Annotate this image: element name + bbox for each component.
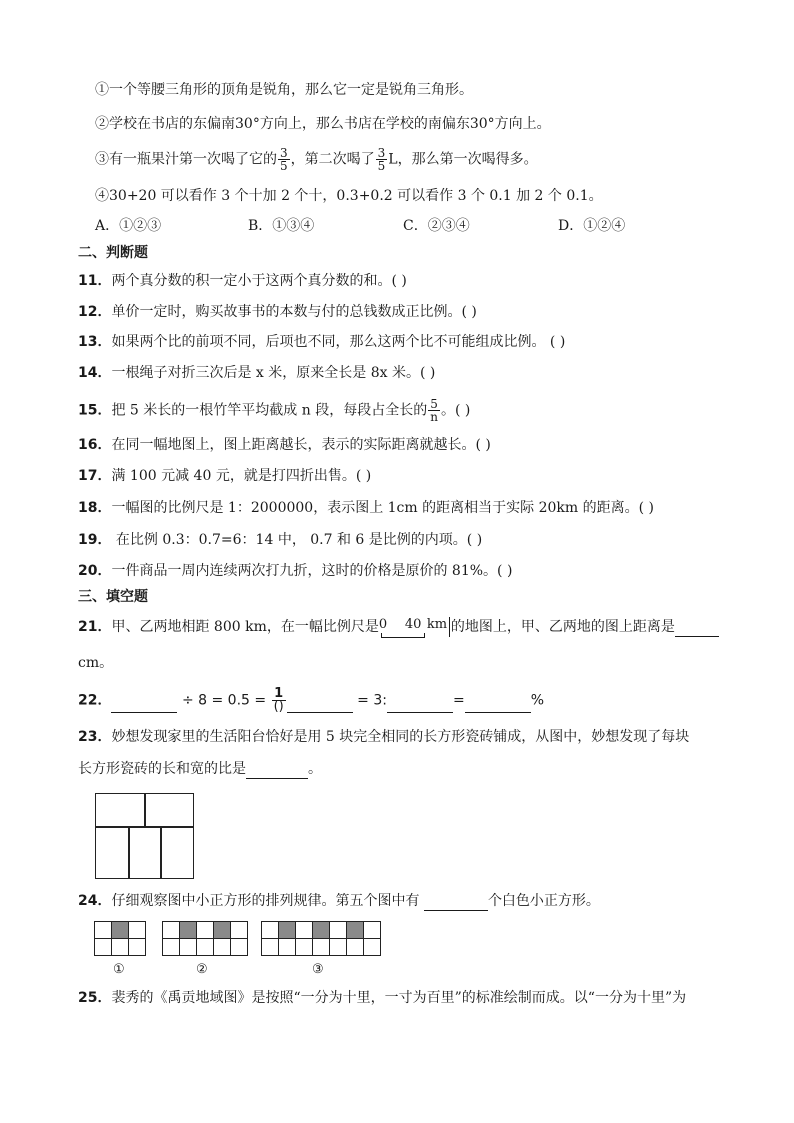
statement-1: ①一个等腰三角形的顶角是锐角，那么它一定是锐角三角形。	[95, 82, 473, 98]
question-18: 18．一幅图的比例尺是 1：2000000，表示图上 1cm 的距离相当于实际 20km 的距离。( )	[78, 500, 654, 516]
white-square	[278, 938, 296, 956]
statement-3-text-a: ③有一瓶果汁第一次喝了它的	[95, 151, 277, 168]
white-square	[230, 938, 248, 956]
scale-end-tick	[449, 617, 450, 637]
white-square	[312, 938, 330, 956]
gray-square	[278, 921, 296, 939]
question-12: 12．单价一定时，购买故事书的本数与付的总钱数成正比例。( )	[78, 304, 477, 320]
gray-square	[111, 921, 129, 939]
statement-2: ②学校在书店的东偏南30°方向上，那么书店在学校的南偏东30°方向上。	[95, 116, 551, 132]
answer-blank-22c[interactable]	[387, 698, 453, 713]
question-20: 20．一件商品一周内连续两次打九折，这时的价格是原价的 81%。( )	[78, 563, 513, 579]
fraction-3-5-a: $\frac{3}{5}$	[280, 146, 288, 173]
gray-square	[213, 921, 231, 939]
white-square	[363, 921, 381, 939]
white-square	[128, 938, 146, 956]
question-14: 14．一根绳子对折三次后是 x 米，原来全长是 8x 米。( )	[78, 365, 436, 381]
white-square	[261, 938, 279, 956]
white-square	[346, 938, 364, 956]
white-square	[128, 921, 146, 939]
question-23-line2: 长方形瓷砖的长和宽的比是 。	[78, 761, 322, 777]
white-square	[213, 938, 231, 956]
white-square	[196, 938, 214, 956]
question-17: 17．满 100 元减 40 元，就是打四折出售。( )	[78, 468, 372, 484]
question-25: 25．裴秀的《禹贡地域图》是按照“一分为十里，一寸为百里”的标准绘制而成。以“一分为十里”为	[78, 990, 687, 1006]
statement-3-text-b: ，第二次喝了	[290, 151, 375, 168]
question-22: 22． ÷ 8 = 0.5 = $\frac{1}{()}$ = 3: = %	[78, 686, 545, 714]
white-square	[230, 921, 248, 939]
answer-blank-24[interactable]	[424, 896, 488, 911]
question-16: 16．在同一幅地图上，图上距离越长，表示的实际距离就越长。( )	[78, 437, 491, 453]
tile-horizontal-2	[144, 793, 194, 828]
pattern-label-2: ②	[196, 962, 208, 977]
question-19: 19． 在比例 0.3：0.7=6：14 中， 0.7 和 6 是比例的内项。( )	[78, 532, 483, 548]
question-21-unit: cm。	[78, 655, 114, 671]
scale-bar	[381, 633, 425, 638]
gray-square	[179, 921, 197, 939]
white-square	[179, 938, 197, 956]
tile-vertical-2	[128, 826, 162, 879]
option-b: B．①③④	[248, 218, 315, 234]
option-a: A．①②③	[95, 218, 162, 234]
fraction-5-n: $\frac{5}{n}$	[430, 397, 438, 424]
answer-blank-21[interactable]	[675, 622, 719, 637]
white-square	[196, 921, 214, 939]
tile-vertical-3	[160, 826, 194, 879]
white-square	[162, 921, 180, 939]
white-square	[329, 938, 347, 956]
answer-blank-22b[interactable]	[287, 698, 353, 713]
tile-horizontal-1	[95, 793, 146, 828]
pattern-label-1: ①	[113, 962, 125, 977]
option-d: D．①②④	[558, 218, 626, 234]
question-13: 13．如果两个比的前项不同，后项也不同，那么这两个比不可能组成比例。 ( )	[78, 334, 566, 350]
tile-figure	[95, 793, 194, 879]
question-21: 21．甲、乙两地相距 800 km，在一幅比例尺是 0 40 km 的地图上，甲、乙两地的图上距离是	[78, 617, 719, 637]
fraction-3-5-b: $\frac{3}{5}$	[377, 146, 386, 173]
white-square	[111, 938, 129, 956]
white-square	[94, 938, 112, 956]
statement-4: ④30+20 可以看作 3 个十加 2 个十，0.3+0.2 可以看作 3 个 0.1 加 2 个 0.1。	[95, 188, 603, 204]
pattern-figure-1	[94, 921, 145, 955]
line-scale: 0 40 km	[379, 617, 451, 637]
gray-square	[312, 921, 330, 939]
white-square	[261, 921, 279, 939]
pattern-label-3: ③	[312, 962, 324, 977]
section-3-title: 三、填空题	[78, 589, 148, 605]
pattern-figure-2	[162, 921, 247, 955]
tile-vertical-1	[95, 826, 130, 879]
white-square	[94, 921, 112, 939]
question-23: 23．妙想发现家里的生活阳台恰好是用 5 块完全相同的长方形瓷砖铺成，从图中，妙想发现了每块	[78, 729, 690, 745]
answer-blank-22a[interactable]	[111, 698, 177, 713]
statement-3	[95, 147, 538, 172]
white-square	[162, 938, 180, 956]
question-24: 24．仔细观察图中小正方形的排列规律。第五个图中有 个白色小正方形。	[78, 893, 600, 909]
pattern-figure-3	[261, 921, 380, 955]
answer-blank-22d[interactable]	[465, 698, 531, 713]
white-square	[295, 938, 313, 956]
statement-3-text-c: L，那么第一次喝得多。	[388, 151, 538, 168]
question-15: 15．把 5 米长的一根竹竿平均截成 n 段，每段占全长的 $\frac{5}{n}$ 。( )	[78, 397, 471, 424]
white-square	[295, 921, 313, 939]
white-square	[329, 921, 347, 939]
fraction-1-blank: $\frac{1}{()}$	[273, 686, 284, 714]
white-square	[363, 938, 381, 956]
gray-square	[346, 921, 364, 939]
section-2-title: 二、判断题	[78, 245, 148, 261]
question-11: 11．两个真分数的积一定小于这两个真分数的和。( )	[78, 273, 407, 289]
option-c: C．②③④	[403, 218, 470, 234]
answer-blank-23[interactable]	[246, 764, 308, 779]
